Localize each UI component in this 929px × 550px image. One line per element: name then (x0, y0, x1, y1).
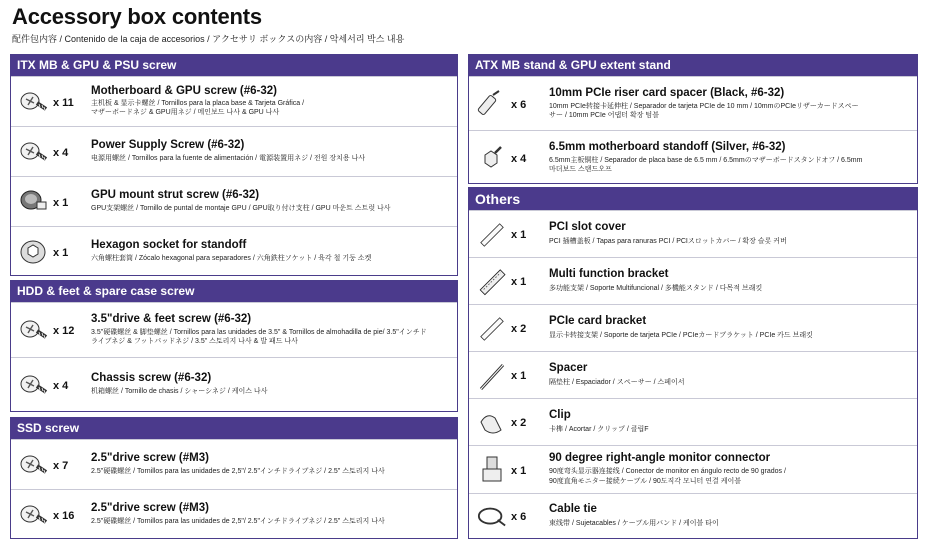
item-qty: x 7 (53, 460, 69, 472)
item-qty: x 1 (53, 247, 69, 259)
item-desc: 90度弯头显示器连接线 / Conector de monitor en ángulo recto de 90 grados / (549, 468, 786, 475)
item-desc: 10mm PCIe转接卡延伸柱 / Separador de tarjeta PCIe de 10 mm / 10mmのPCIeリザーカードスペー (549, 103, 859, 110)
item-name: 10mm PCIe riser card spacer (Black, #6-32) (549, 87, 785, 99)
item-name: Multi function bracket (549, 268, 669, 280)
screw-icon (19, 87, 49, 117)
item-desc: 마더보드 스탠드오프 (549, 166, 612, 173)
item-desc: 主机板 & 显示卡螺丝 / Tornillos para la placa base & Tarjeta Gráfica / (91, 100, 305, 107)
item-qty: x 11 (53, 97, 74, 109)
page-subtitle: 配件包内容 / Contenido de la caja de accesorios / アクセサリ ボックスの内容 / 악세서리 박스 내용 (12, 34, 405, 44)
item-name: PCI slot cover (549, 221, 626, 233)
item-qty: x 6 (511, 99, 527, 111)
item-name: GPU mount strut screw (#6-32) (91, 189, 260, 201)
item-name: Motherboard & GPU screw (#6-32) (91, 85, 277, 97)
list-item (11, 302, 457, 357)
list-item (469, 398, 917, 445)
item-qty: x 12 (53, 325, 75, 337)
list-item (11, 357, 457, 411)
list-item (469, 257, 917, 304)
list-item (469, 445, 917, 493)
clip-icon (477, 408, 507, 438)
section-hdd-header: HDD & feet & spare case screw (11, 281, 457, 302)
item-desc: 显示卡转接支架 / Soporte de tarjeta PCIe / PCIeカードブラケット / PCIe 카드 브래킷 (549, 332, 813, 339)
item-name: Spacer (549, 362, 588, 374)
item-qty: x 1 (511, 465, 527, 477)
section-itx (10, 54, 458, 276)
item-qty: x 4 (53, 380, 69, 392)
strut-screw-icon (19, 187, 49, 217)
hex-socket-icon (19, 237, 49, 267)
screw-icon (19, 450, 49, 480)
list-item (11, 489, 457, 538)
list-item (469, 493, 917, 538)
screw-icon (19, 500, 49, 530)
item-qty: x 1 (53, 197, 69, 209)
item-desc: 90度直角モニター接続ケーブル / 90도직각 모니터 연결 케이블 (549, 478, 741, 485)
standoff-icon (477, 143, 507, 173)
item-desc: 机箱螺丝 / Tornillo de chasis / シャーシネジ / 케이스 나사 (91, 388, 268, 395)
list-item (11, 126, 457, 176)
list-item (11, 226, 457, 275)
item-name: PCIe card bracket (549, 315, 647, 327)
list-item (469, 304, 917, 351)
pcie-bracket-icon (477, 314, 507, 344)
list-item (469, 351, 917, 398)
section-atx (468, 54, 918, 184)
item-desc: 2.5"硬碟螺丝 / Tornillos para las unidades de 2,5"/ 2.5"インチドライブネジ / 2.5" 스토리지 나사 (91, 518, 385, 525)
item-name: Chassis screw (#6-32) (91, 372, 212, 384)
section-itx-header: ITX MB & GPU & PSU screw (11, 55, 457, 76)
item-desc: PCI 插槽盖板 / Tapas para ranuras PCI / PCIスロットカバー / 확장 슬롯 커버 (549, 238, 787, 245)
item-desc: サー / 10mm PCIe 어댑터 확장 텀블 (549, 112, 659, 119)
item-qty: x 2 (511, 417, 527, 429)
item-name: Hexagon socket for standoff (91, 239, 247, 251)
item-desc: 6.5mm主板铜柱 / Separador de placa base de 6.5 mm / 6.5mmのマザーボードスタンドオフ / 6.5mm (549, 157, 863, 164)
item-desc: 束线带 / Sujetacables / ケーブル用バンド / 케이블 타이 (549, 520, 719, 527)
item-name: 3.5"drive & feet screw (#6-32) (91, 313, 252, 325)
item-desc: 2.5"硬碟螺丝 / Tornillos para las unidades de 2,5"/ 2.5"インチドライブネジ / 2.5" 스토리지 나사 (91, 468, 385, 475)
item-desc: 隔垫柱 / Espaciador / スペーサー / 스페이서 (549, 379, 685, 386)
item-name: 2.5"drive screw (#M3) (91, 502, 209, 514)
item-desc: GPU支架螺丝 / Tornillo de puntal de montaje GPU / GPU取り付け支柱 / GPU 마운트 스트럿 나사 (91, 205, 391, 212)
item-name: 2.5"drive screw (#M3) (91, 452, 209, 464)
item-qty: x 6 (511, 511, 527, 523)
list-item (469, 130, 917, 183)
list-item (469, 76, 917, 130)
multi-bracket-icon (477, 267, 507, 297)
section-ssd-header: SSD screw (11, 418, 457, 439)
section-atx-header: ATX MB stand & GPU extent stand (469, 55, 917, 76)
section-others-header: Others (469, 188, 917, 210)
item-desc: 电源用螺丝 / Tornillos para la fuente de alimentación / 電源装置用ネジ / 전원 장치용 나사 (91, 155, 366, 162)
section-ssd (10, 417, 458, 539)
item-qty: x 4 (511, 153, 527, 165)
item-desc: 3.5"硬碟螺丝 & 脚垫螺丝 / Tornillos para las unidades de 3.5" & Tornillos de almohadilla de pie/ 3.5"インチド (91, 329, 427, 336)
item-qty: x 1 (511, 370, 527, 382)
item-qty: x 2 (511, 323, 527, 335)
item-desc: 多功能支架 / Soporte Multifuncional / 多機能スタンド / 다목적 브래킷 (549, 285, 763, 292)
section-hdd (10, 280, 458, 412)
screw-icon (19, 137, 49, 167)
list-item (11, 76, 457, 126)
item-qty: x 1 (511, 229, 527, 241)
list-item (469, 210, 917, 257)
section-others (468, 187, 918, 539)
list-item (11, 439, 457, 489)
cable-tie-icon (477, 502, 507, 532)
item-desc: ライブネジ & フットパッドネジ / 3.5" 스토리지 나사 & 발 패드 나사 (91, 338, 298, 345)
screw-icon (19, 315, 49, 345)
item-name: Cable tie (549, 503, 597, 515)
item-name: 6.5mm motherboard standoff (Silver, #6-32) (549, 141, 786, 153)
page-title: Accessory box contents (12, 4, 262, 29)
pci-cover-icon (477, 220, 507, 250)
screw-icon (19, 370, 49, 400)
item-name: Power Supply Screw (#6-32) (91, 139, 245, 151)
item-desc: 卡榫 / Acortar / クリップ / 클립F (549, 426, 649, 433)
item-name: Clip (549, 409, 571, 421)
item-desc: 六角螺柱套筒 / Zócalo hexagonal para separadores / 六角鉄柱ソケット / 육각 철 기둥 소켓 (91, 255, 372, 262)
thin-spacer-icon (477, 361, 507, 391)
item-qty: x 4 (53, 147, 69, 159)
spacer-icon (477, 89, 507, 119)
item-qty: x 1 (511, 276, 527, 288)
monitor-connector-icon (477, 455, 507, 485)
list-item (11, 176, 457, 226)
item-qty: x 16 (53, 510, 75, 522)
item-name: 90 degree right-angle monitor connector (549, 452, 771, 464)
item-desc: マザーボードネジ & GPU用ネジ / 메인보드 나사 & GPU 나사 (91, 109, 280, 116)
